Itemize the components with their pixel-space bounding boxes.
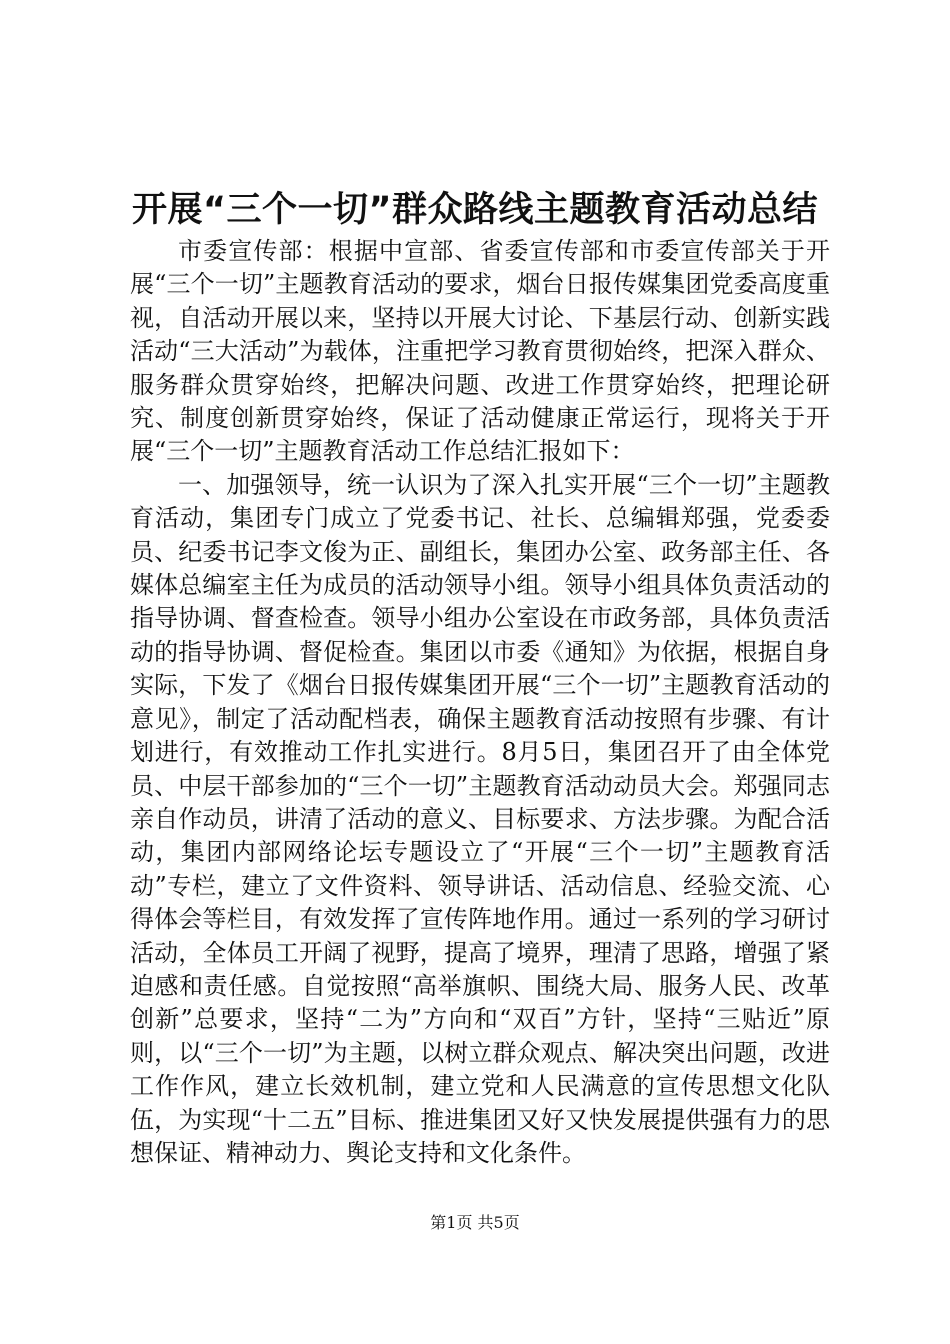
intro-paragraph: 市委宣传部：根据中宣部、省委宣传部和市委宣传部关于开展“三个一切”主题教育活动的要求，烟台日报传媒集团党委高度重视，自活动开展以来，坚持以开展大讨论、下基层行动、创新实践活动“三大活动”为载体，注重把学习教育贯彻始终，把深入群众、服务群众贯穿始终，把解决问题、改进工作贯穿始终，把理论研究、制度创新贯穿始终，保证了活动健康正常运行，现将关于开展“三个一切”主题教育活动工作总结汇报如下： — [130, 237, 830, 466]
section-one-paragraph: 一、加强领导，统一认识为了深入扎实开展“三个一切”主题教育活动，集团专门成立了党委书记、社长、总编辑郑强，党委委员、纪委书记李文俊为正、副组长，集团办公室、政务部主任、各媒体总编室主任为成员的活动领导小组。领导小组具体负责活动的指导协调、督查检查。领导小组办公室设在市政务部，具体负责活动的指导协调、督促检查。集团以市委《通知》为依据，根据自身实际，下发了《烟台日报传媒集团开展“三个一切”主题教育活动的意见》，制定了活动配档表，确保主题教育活动按照有步骤、有计划进行，有效推动工作扎实进行。8月5日，集团召开了由全体党员、中层干部参加的“三个一切”主题教育活动动员大会。郑强同志亲自作动员，讲清了活动的意义、目标要求、方法步骤。为配合活动，集团内部网络论坛专题设立了“开展“三个一切”主题教育活动”专栏，建立了文件资料、领导讲话、活动信息、经验交流、心得体会等栏目，有效发挥了宣传阵地作用。通过一系列的学习研讨活动，全体员工开阔了视野，提高了境界，理清了思路，增强了紧迫感和责任感。自觉按照“高举旗帜、围绕大局、服务人民、改革创新”总要求，坚持“二为”方向和“双百”方针，坚持“三贴近”原则，以“三个一切”为主题，以树立群众观点、解决突出问题，改进工作作风，建立长效机制，建立党和人民满意的宣传思想文化队伍，为实现“十二五”目标、推进集团又好又快发展提供强有力的思想保证、精神动力、舆论支持和文化条件。 — [130, 470, 830, 1167]
document-title: 开展“三个一切”群众路线主题教育活动总结 — [131, 190, 818, 230]
document-body — [130, 235, 830, 1170]
page-number-footer: 第1页 共5页 — [430, 1213, 520, 1232]
